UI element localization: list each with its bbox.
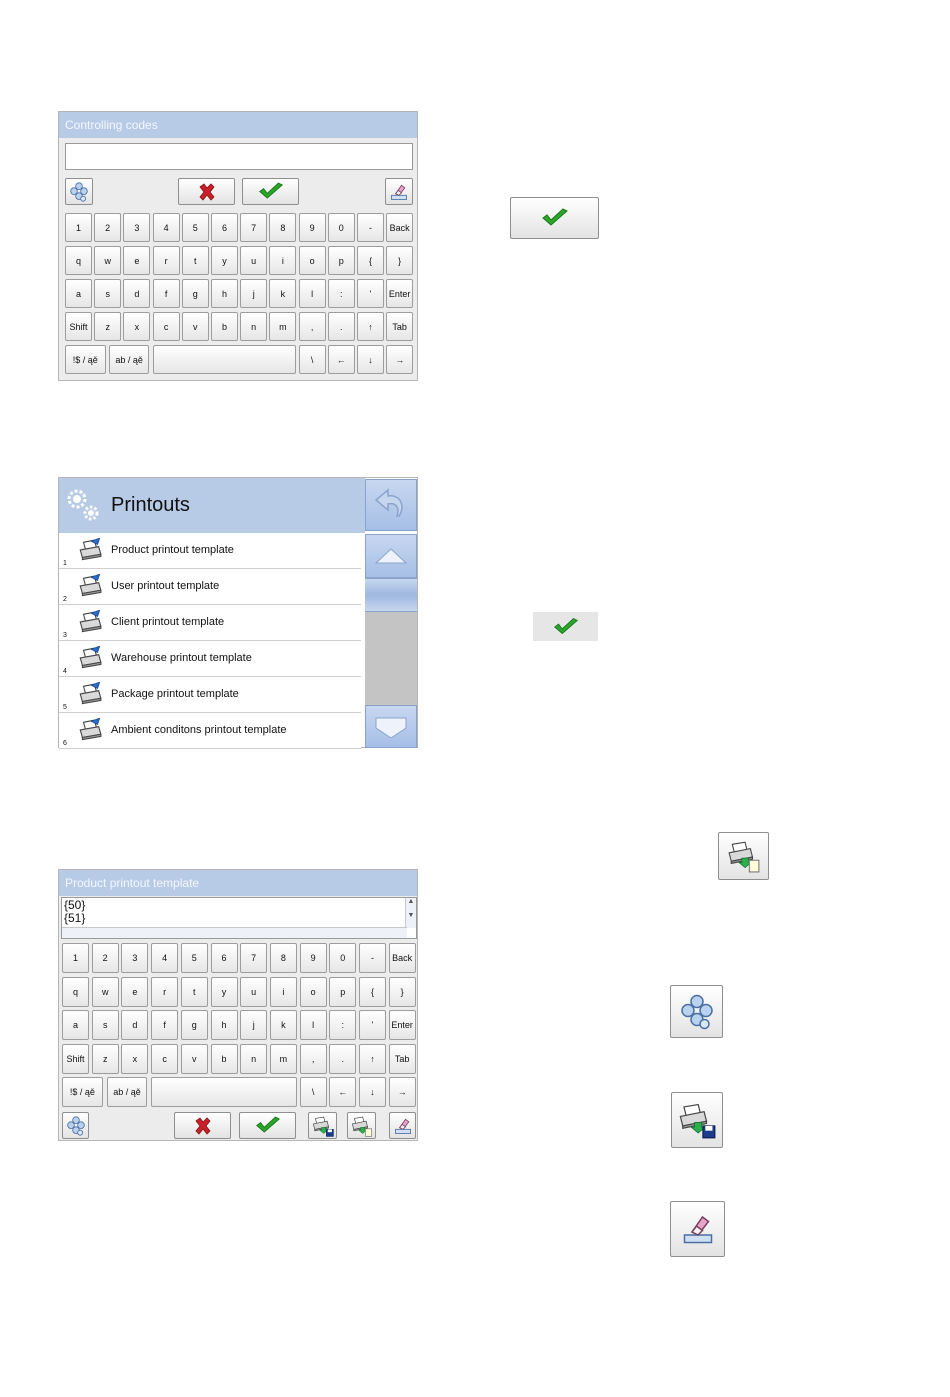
- letters-key[interactable]: ab / ąě: [109, 345, 150, 374]
- key[interactable]: u: [240, 977, 267, 1007]
- key[interactable]: 6: [211, 943, 238, 973]
- confirm-button-sample-small[interactable]: [533, 612, 598, 641]
- template-editor-dialog: [58, 869, 418, 1141]
- key[interactable]: 0: [328, 213, 355, 242]
- confirm-icon: [257, 182, 285, 201]
- key[interactable]: r: [151, 977, 178, 1007]
- key[interactable]: t: [182, 246, 209, 275]
- key[interactable]: w: [94, 246, 121, 275]
- key[interactable]: s: [94, 279, 121, 308]
- key[interactable]: x: [123, 312, 150, 341]
- confirm-icon: [540, 207, 570, 229]
- key[interactable]: w: [92, 977, 119, 1007]
- key[interactable]: ': [357, 279, 384, 308]
- list-item-label: Warehouse printout template: [111, 652, 252, 664]
- list-item-number: 6: [63, 740, 67, 747]
- key[interactable]: }: [389, 977, 416, 1007]
- list-item-label: Product printout template: [111, 544, 234, 556]
- key[interactable]: k: [269, 279, 296, 308]
- clear-button[interactable]: [389, 1112, 416, 1139]
- printer-edit-icon: [77, 538, 103, 564]
- key[interactable]: Enter: [386, 279, 413, 308]
- list-item[interactable]: [59, 605, 361, 641]
- key[interactable]: Tab: [386, 312, 413, 341]
- key[interactable]: b: [211, 1044, 238, 1074]
- key[interactable]: \: [300, 1077, 327, 1107]
- printer-edit-icon: [77, 718, 103, 744]
- key[interactable]: Back: [389, 943, 416, 973]
- key[interactable]: n: [240, 1044, 267, 1074]
- key[interactable]: .: [328, 312, 355, 341]
- key[interactable]: q: [65, 246, 92, 275]
- key[interactable]: q: [62, 977, 89, 1007]
- key[interactable]: z: [92, 1044, 119, 1074]
- key[interactable]: 7: [240, 943, 267, 973]
- confirm-button[interactable]: [242, 178, 299, 205]
- printer-export-icon: [351, 1115, 373, 1137]
- dialog-title: Product printout template: [59, 870, 417, 896]
- key[interactable]: Shift: [62, 1044, 89, 1074]
- list-item[interactable]: [59, 641, 361, 677]
- key[interactable]: \: [299, 345, 326, 374]
- key[interactable]: 3: [123, 213, 150, 242]
- key[interactable]: 1: [62, 943, 89, 973]
- save-template-button-sample[interactable]: [671, 1092, 723, 1148]
- eraser-icon: [393, 1116, 413, 1136]
- list-item-number: 5: [63, 704, 67, 711]
- key[interactable]: f: [151, 1010, 178, 1040]
- key[interactable]: 3: [121, 943, 148, 973]
- list-item-number: 1: [63, 560, 67, 567]
- controlling-codes-dialog: [58, 111, 418, 381]
- key[interactable]: z: [94, 312, 121, 341]
- key[interactable]: :: [328, 279, 355, 308]
- key[interactable]: l: [299, 279, 326, 308]
- variables-icon: [679, 994, 715, 1030]
- key[interactable]: ↓: [359, 1077, 386, 1107]
- variables-button[interactable]: [62, 1112, 89, 1139]
- key[interactable]: 4: [153, 213, 180, 242]
- template-textarea[interactable]: [61, 897, 417, 939]
- key[interactable]: p: [328, 246, 355, 275]
- back-button[interactable]: [365, 479, 417, 531]
- key[interactable]: n: [240, 312, 267, 341]
- key[interactable]: Back: [386, 213, 413, 242]
- scrollbar-thumb[interactable]: [365, 578, 417, 612]
- key[interactable]: g: [182, 279, 209, 308]
- eraser-icon: [680, 1211, 716, 1247]
- variables-icon: [69, 182, 89, 202]
- key[interactable]: ': [359, 1010, 386, 1040]
- key[interactable]: o: [299, 246, 326, 275]
- key[interactable]: d: [123, 279, 150, 308]
- key[interactable]: j: [240, 279, 267, 308]
- cancel-icon: [197, 182, 217, 202]
- confirm-button-sample[interactable]: [510, 197, 599, 239]
- key[interactable]: a: [65, 279, 92, 308]
- key[interactable]: }: [386, 246, 413, 275]
- key[interactable]: p: [329, 977, 356, 1007]
- key[interactable]: Tab: [389, 1044, 416, 1074]
- key[interactable]: d: [121, 1010, 148, 1040]
- symbols-key[interactable]: !$ / ąě: [62, 1077, 103, 1107]
- list-item-label: Ambient conditons printout template: [111, 724, 287, 736]
- textarea-hscrollbar[interactable]: [62, 927, 407, 938]
- key[interactable]: →: [386, 345, 413, 374]
- settings-gears-icon: [63, 485, 103, 525]
- printer-save-icon: [312, 1115, 334, 1137]
- clear-button[interactable]: [385, 178, 413, 205]
- key[interactable]: 9: [299, 213, 326, 242]
- list-item-label: Client printout template: [111, 616, 225, 628]
- list-item[interactable]: [59, 569, 361, 605]
- printouts-list: [59, 533, 361, 749]
- key[interactable]: v: [181, 1044, 208, 1074]
- key[interactable]: ←: [328, 345, 355, 374]
- printer-edit-icon: [77, 682, 103, 708]
- key[interactable]: h: [211, 279, 238, 308]
- list-item[interactable]: [59, 677, 361, 713]
- key[interactable]: u: [240, 246, 267, 275]
- scroll-down-icon: [366, 706, 416, 748]
- key[interactable]: o: [300, 977, 327, 1007]
- variables-button-sample[interactable]: [670, 985, 723, 1038]
- key[interactable]: m: [269, 312, 296, 341]
- list-item[interactable]: [59, 533, 361, 569]
- key[interactable]: l: [300, 1010, 327, 1040]
- eraser-icon: [389, 182, 409, 202]
- key[interactable]: k: [270, 1010, 297, 1040]
- key[interactable]: -: [359, 943, 386, 973]
- load-from-file-button[interactable]: [347, 1112, 376, 1139]
- key[interactable]: g: [181, 1010, 208, 1040]
- key[interactable]: h: [211, 1010, 238, 1040]
- symbols-key[interactable]: !$ / ąě: [65, 345, 106, 374]
- printer-edit-icon: [77, 646, 103, 672]
- key[interactable]: f: [153, 279, 180, 308]
- key[interactable]: {: [357, 246, 384, 275]
- home-icon: [366, 535, 416, 577]
- back-icon: [366, 480, 416, 530]
- cancel-button[interactable]: [178, 178, 235, 205]
- page-title: Printouts: [111, 494, 190, 516]
- list-item[interactable]: [59, 713, 361, 749]
- key[interactable]: j: [240, 1010, 267, 1040]
- template-line-1: {50}: [64, 898, 86, 912]
- scroll-down-arrow-icon[interactable]: ▼: [407, 912, 415, 919]
- key[interactable]: ↑: [359, 1044, 386, 1074]
- key[interactable]: 4: [151, 943, 178, 973]
- space-key[interactable]: [153, 345, 297, 374]
- space-key[interactable]: [151, 1077, 297, 1107]
- scroll-up-arrow-icon[interactable]: ▲: [407, 898, 415, 905]
- key[interactable]: e: [123, 246, 150, 275]
- key[interactable]: -: [357, 213, 384, 242]
- key[interactable]: y: [211, 977, 238, 1007]
- key[interactable]: t: [181, 977, 208, 1007]
- key[interactable]: ,: [299, 312, 326, 341]
- key[interactable]: 7: [240, 213, 267, 242]
- key[interactable]: y: [211, 246, 238, 275]
- key[interactable]: 2: [92, 943, 119, 973]
- save-to-file-button[interactable]: [308, 1112, 337, 1139]
- key[interactable]: s: [92, 1010, 119, 1040]
- key[interactable]: .: [329, 1044, 356, 1074]
- template-line-2: {51}: [64, 911, 86, 925]
- key[interactable]: Shift: [65, 312, 92, 341]
- key[interactable]: 6: [211, 213, 238, 242]
- key[interactable]: c: [153, 312, 180, 341]
- printouts-header: [59, 478, 365, 533]
- key[interactable]: 1: [65, 213, 92, 242]
- key[interactable]: a: [62, 1010, 89, 1040]
- home-button[interactable]: [365, 534, 417, 578]
- list-item-number: 4: [63, 668, 67, 675]
- confirm-button[interactable]: [239, 1112, 296, 1139]
- key[interactable]: 5: [181, 943, 208, 973]
- key[interactable]: e: [121, 977, 148, 1007]
- confirm-icon: [552, 617, 580, 637]
- key[interactable]: :: [329, 1010, 356, 1040]
- key[interactable]: i: [270, 977, 297, 1007]
- list-item-label: User printout template: [111, 580, 220, 592]
- textarea-vscrollbar[interactable]: [405, 898, 416, 928]
- key[interactable]: m: [270, 1044, 297, 1074]
- key[interactable]: v: [182, 312, 209, 341]
- clear-button-sample[interactable]: [670, 1201, 725, 1257]
- variables-button[interactable]: [65, 178, 93, 205]
- cancel-button[interactable]: [174, 1112, 231, 1139]
- key[interactable]: {: [359, 977, 386, 1007]
- key[interactable]: 8: [270, 943, 297, 973]
- key[interactable]: 8: [269, 213, 296, 242]
- key[interactable]: 9: [300, 943, 327, 973]
- key[interactable]: b: [211, 312, 238, 341]
- key[interactable]: ↓: [357, 345, 384, 374]
- key[interactable]: ↑: [357, 312, 384, 341]
- key[interactable]: 5: [182, 213, 209, 242]
- cancel-icon: [193, 1116, 213, 1136]
- list-item-number: 2: [63, 596, 67, 603]
- letters-key[interactable]: ab / ąě: [107, 1077, 148, 1107]
- variables-icon: [66, 1116, 86, 1136]
- key[interactable]: 0: [329, 943, 356, 973]
- key[interactable]: Enter: [389, 1010, 416, 1040]
- controlling-codes-input[interactable]: [65, 143, 413, 170]
- confirm-icon: [254, 1116, 282, 1135]
- printer-save-icon: [678, 1101, 716, 1139]
- load-template-button-sample[interactable]: [718, 832, 769, 880]
- key[interactable]: r: [153, 246, 180, 275]
- key[interactable]: ,: [300, 1044, 327, 1074]
- printer-export-icon: [727, 839, 761, 873]
- key[interactable]: ←: [329, 1077, 356, 1107]
- key[interactable]: →: [389, 1077, 416, 1107]
- printer-edit-icon: [77, 574, 103, 600]
- printouts-screen: [58, 477, 418, 748]
- scroll-down-button[interactable]: [365, 705, 417, 748]
- key[interactable]: x: [121, 1044, 148, 1074]
- list-item-number: 3: [63, 632, 67, 639]
- printer-edit-icon: [77, 610, 103, 636]
- key[interactable]: i: [269, 246, 296, 275]
- key[interactable]: 2: [94, 213, 121, 242]
- key[interactable]: c: [151, 1044, 178, 1074]
- list-item-label: Package printout template: [111, 688, 239, 700]
- dialog-title: Controlling codes: [59, 112, 417, 138]
